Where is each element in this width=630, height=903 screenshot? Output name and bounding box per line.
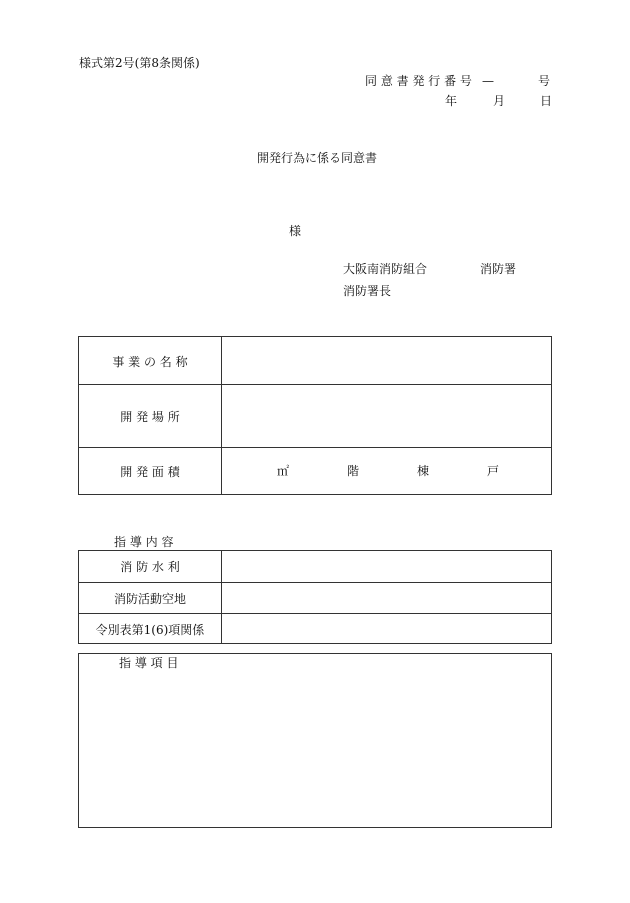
issuer-station: 消防署 <box>480 262 517 276</box>
date-day: 日 <box>540 94 553 108</box>
row-label: 開 発 場 所 <box>79 385 222 448</box>
issuer-org: 大阪南消防組合 <box>343 262 428 276</box>
table-row <box>79 384 551 448</box>
project-table <box>78 336 552 495</box>
page-title: 開発行為に係る同意書 <box>257 151 378 165</box>
fire-water-field[interactable] <box>222 551 551 582</box>
unit-floor: 階 <box>347 464 360 478</box>
ordinance-table-field[interactable] <box>222 614 551 644</box>
date-month: 月 <box>493 94 506 108</box>
project-area-field[interactable] <box>222 448 551 495</box>
unit-sqm: ㎡ <box>277 464 290 478</box>
project-name-field[interactable] <box>222 337 551 385</box>
row-label: 消防活動空地 <box>79 583 222 614</box>
table-row <box>79 551 551 582</box>
table-row <box>79 447 551 495</box>
guidance-items-heading: 指 導 項 目 <box>119 656 179 670</box>
project-location-field[interactable] <box>222 385 551 448</box>
issue-number-label: 同 意 書 発 行 番 号 <box>365 74 472 88</box>
issuer-chief: 消防署長 <box>343 284 392 298</box>
row-label: 事 業 の 名 称 <box>79 337 222 385</box>
unit-building: 棟 <box>417 464 430 478</box>
table-row <box>79 582 551 614</box>
table-row <box>79 337 551 385</box>
date-year: 年 <box>445 94 458 108</box>
table-row <box>79 613 551 644</box>
row-label: 開 発 面 積 <box>79 448 222 495</box>
unit-household: 戸 <box>487 464 500 478</box>
guidance-heading: 指 導 内 容 <box>114 535 174 549</box>
addressee-suffix: 様 <box>289 224 302 238</box>
form-number: 様式第2号(第8条関係) <box>79 56 200 70</box>
row-label: 令別表第1(6)項関係 <box>79 614 222 644</box>
fire-activity-space-field[interactable] <box>222 583 551 614</box>
guidance-items-box[interactable] <box>78 653 552 828</box>
issue-number-dash: — <box>482 74 494 88</box>
guidance-table <box>78 550 552 644</box>
issue-number-suffix: 号 <box>538 74 551 88</box>
row-label: 消 防 水 利 <box>79 551 222 582</box>
